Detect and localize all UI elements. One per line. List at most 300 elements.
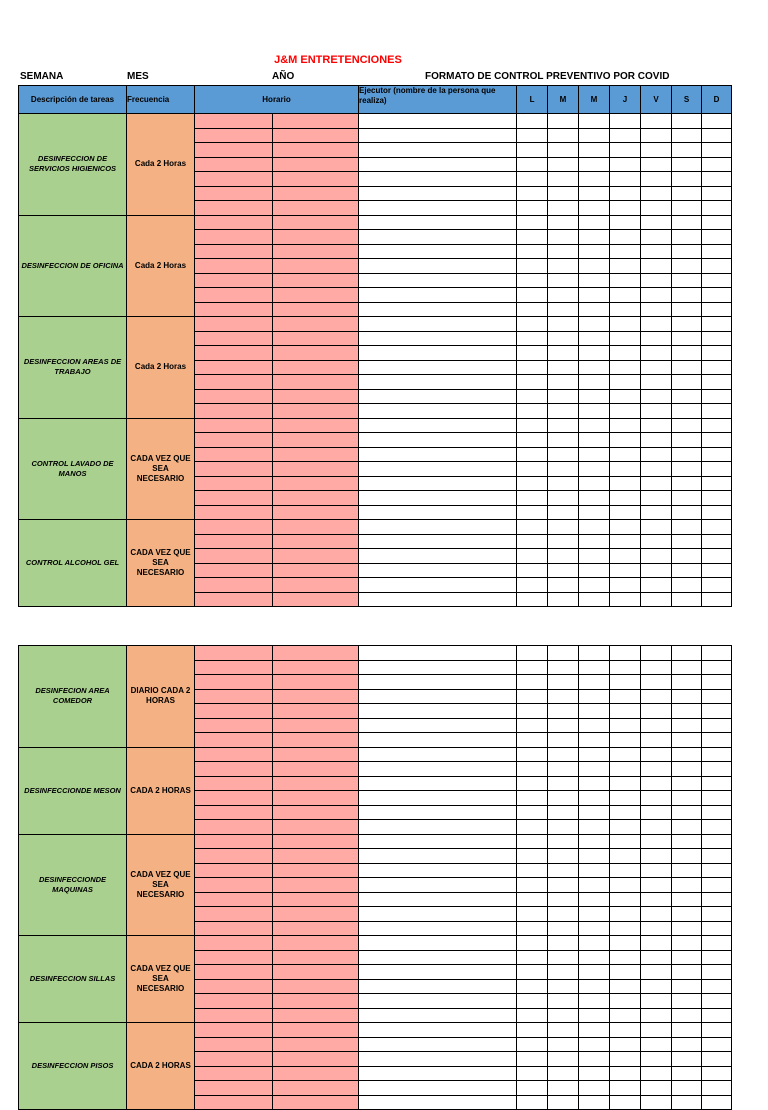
day-check-cell[interactable]	[702, 849, 732, 864]
day-check-cell[interactable]	[610, 476, 641, 491]
horario-cell[interactable]	[195, 892, 273, 907]
ejecutor-cell[interactable]	[359, 389, 517, 404]
day-check-cell[interactable]	[641, 718, 672, 733]
horario-cell[interactable]	[195, 215, 273, 230]
day-check-cell[interactable]	[579, 863, 610, 878]
day-check-cell[interactable]	[641, 244, 672, 259]
day-check-cell[interactable]	[672, 1023, 702, 1038]
horario-cell[interactable]	[273, 244, 359, 259]
ejecutor-cell[interactable]	[359, 733, 517, 748]
day-check-cell[interactable]	[702, 215, 732, 230]
day-check-cell[interactable]	[548, 143, 579, 158]
day-check-cell[interactable]	[517, 563, 548, 578]
day-check-cell[interactable]	[517, 215, 548, 230]
day-check-cell[interactable]	[579, 820, 610, 835]
day-check-cell[interactable]	[672, 718, 702, 733]
day-check-cell[interactable]	[672, 563, 702, 578]
ejecutor-cell[interactable]	[359, 1095, 517, 1110]
day-check-cell[interactable]	[672, 244, 702, 259]
horario-cell[interactable]	[195, 921, 273, 936]
day-check-cell[interactable]	[579, 762, 610, 777]
day-check-cell[interactable]	[548, 404, 579, 419]
ejecutor-cell[interactable]	[359, 447, 517, 462]
ejecutor-cell[interactable]	[359, 462, 517, 477]
ejecutor-cell[interactable]	[359, 660, 517, 675]
horario-cell[interactable]	[195, 534, 273, 549]
day-check-cell[interactable]	[548, 215, 579, 230]
ejecutor-cell[interactable]	[359, 689, 517, 704]
day-check-cell[interactable]	[672, 201, 702, 216]
day-check-cell[interactable]	[579, 346, 610, 361]
day-check-cell[interactable]	[641, 689, 672, 704]
day-check-cell[interactable]	[702, 834, 732, 849]
horario-cell[interactable]	[273, 128, 359, 143]
day-check-cell[interactable]	[548, 834, 579, 849]
day-check-cell[interactable]	[548, 689, 579, 704]
day-check-cell[interactable]	[610, 994, 641, 1009]
day-check-cell[interactable]	[579, 360, 610, 375]
day-check-cell[interactable]	[672, 762, 702, 777]
day-check-cell[interactable]	[579, 143, 610, 158]
day-check-cell[interactable]	[548, 520, 579, 535]
day-check-cell[interactable]	[641, 404, 672, 419]
day-check-cell[interactable]	[579, 936, 610, 951]
day-check-cell[interactable]	[517, 704, 548, 719]
day-check-cell[interactable]	[672, 346, 702, 361]
day-check-cell[interactable]	[517, 447, 548, 462]
horario-cell[interactable]	[195, 230, 273, 245]
horario-cell[interactable]	[195, 331, 273, 346]
day-check-cell[interactable]	[610, 128, 641, 143]
day-check-cell[interactable]	[702, 950, 732, 965]
day-check-cell[interactable]	[548, 346, 579, 361]
day-check-cell[interactable]	[517, 375, 548, 390]
ejecutor-cell[interactable]	[359, 128, 517, 143]
horario-cell[interactable]	[273, 172, 359, 187]
day-check-cell[interactable]	[548, 1052, 579, 1067]
day-check-cell[interactable]	[517, 1052, 548, 1067]
day-check-cell[interactable]	[672, 1066, 702, 1081]
day-check-cell[interactable]	[548, 646, 579, 661]
day-check-cell[interactable]	[517, 505, 548, 520]
horario-cell[interactable]	[195, 704, 273, 719]
day-check-cell[interactable]	[672, 462, 702, 477]
day-check-cell[interactable]	[641, 201, 672, 216]
day-check-cell[interactable]	[517, 1095, 548, 1110]
day-check-cell[interactable]	[579, 733, 610, 748]
day-check-cell[interactable]	[641, 1095, 672, 1110]
horario-cell[interactable]	[195, 646, 273, 661]
day-check-cell[interactable]	[641, 360, 672, 375]
day-check-cell[interactable]	[548, 476, 579, 491]
day-check-cell[interactable]	[579, 273, 610, 288]
day-check-cell[interactable]	[548, 1037, 579, 1052]
horario-cell[interactable]	[273, 404, 359, 419]
day-check-cell[interactable]	[579, 994, 610, 1009]
day-check-cell[interactable]	[548, 907, 579, 922]
day-check-cell[interactable]	[548, 592, 579, 607]
ejecutor-cell[interactable]	[359, 534, 517, 549]
day-check-cell[interactable]	[610, 288, 641, 303]
day-check-cell[interactable]	[517, 849, 548, 864]
day-check-cell[interactable]	[641, 259, 672, 274]
day-check-cell[interactable]	[610, 186, 641, 201]
day-check-cell[interactable]	[702, 346, 732, 361]
horario-cell[interactable]	[273, 849, 359, 864]
ejecutor-cell[interactable]	[359, 776, 517, 791]
ejecutor-cell[interactable]	[359, 1037, 517, 1052]
ejecutor-cell[interactable]	[359, 215, 517, 230]
day-check-cell[interactable]	[610, 1008, 641, 1023]
horario-cell[interactable]	[195, 733, 273, 748]
horario-cell[interactable]	[273, 549, 359, 564]
horario-cell[interactable]	[195, 907, 273, 922]
day-check-cell[interactable]	[641, 230, 672, 245]
day-check-cell[interactable]	[702, 791, 732, 806]
day-check-cell[interactable]	[610, 172, 641, 187]
horario-cell[interactable]	[273, 1052, 359, 1067]
horario-cell[interactable]	[273, 447, 359, 462]
horario-cell[interactable]	[273, 186, 359, 201]
day-check-cell[interactable]	[517, 1023, 548, 1038]
day-check-cell[interactable]	[610, 1023, 641, 1038]
day-check-cell[interactable]	[641, 143, 672, 158]
horario-cell[interactable]	[195, 433, 273, 448]
day-check-cell[interactable]	[610, 201, 641, 216]
day-check-cell[interactable]	[548, 375, 579, 390]
day-check-cell[interactable]	[517, 273, 548, 288]
day-check-cell[interactable]	[517, 186, 548, 201]
day-check-cell[interactable]	[702, 892, 732, 907]
day-check-cell[interactable]	[641, 805, 672, 820]
horario-cell[interactable]	[195, 689, 273, 704]
day-check-cell[interactable]	[517, 718, 548, 733]
horario-cell[interactable]	[195, 244, 273, 259]
ejecutor-cell[interactable]	[359, 1066, 517, 1081]
day-check-cell[interactable]	[641, 1008, 672, 1023]
day-check-cell[interactable]	[641, 950, 672, 965]
day-check-cell[interactable]	[579, 172, 610, 187]
ejecutor-cell[interactable]	[359, 1052, 517, 1067]
day-check-cell[interactable]	[579, 505, 610, 520]
horario-cell[interactable]	[273, 1066, 359, 1081]
day-check-cell[interactable]	[548, 965, 579, 980]
day-check-cell[interactable]	[517, 1081, 548, 1096]
ejecutor-cell[interactable]	[359, 259, 517, 274]
day-check-cell[interactable]	[702, 143, 732, 158]
day-check-cell[interactable]	[672, 834, 702, 849]
day-check-cell[interactable]	[641, 447, 672, 462]
day-check-cell[interactable]	[548, 491, 579, 506]
ejecutor-cell[interactable]	[359, 505, 517, 520]
day-check-cell[interactable]	[517, 389, 548, 404]
day-check-cell[interactable]	[517, 675, 548, 690]
day-check-cell[interactable]	[548, 128, 579, 143]
horario-cell[interactable]	[195, 1066, 273, 1081]
day-check-cell[interactable]	[579, 878, 610, 893]
day-check-cell[interactable]	[672, 921, 702, 936]
day-check-cell[interactable]	[702, 360, 732, 375]
horario-cell[interactable]	[195, 491, 273, 506]
day-check-cell[interactable]	[579, 1008, 610, 1023]
ejecutor-cell[interactable]	[359, 747, 517, 762]
day-check-cell[interactable]	[702, 447, 732, 462]
day-check-cell[interactable]	[702, 704, 732, 719]
day-check-cell[interactable]	[672, 965, 702, 980]
day-check-cell[interactable]	[672, 1052, 702, 1067]
day-check-cell[interactable]	[702, 762, 732, 777]
day-check-cell[interactable]	[610, 317, 641, 332]
day-check-cell[interactable]	[641, 462, 672, 477]
day-check-cell[interactable]	[641, 791, 672, 806]
day-check-cell[interactable]	[672, 578, 702, 593]
day-check-cell[interactable]	[548, 762, 579, 777]
day-check-cell[interactable]	[579, 288, 610, 303]
horario-cell[interactable]	[273, 592, 359, 607]
day-check-cell[interactable]	[641, 215, 672, 230]
day-check-cell[interactable]	[672, 747, 702, 762]
horario-cell[interactable]	[273, 689, 359, 704]
horario-cell[interactable]	[273, 733, 359, 748]
day-check-cell[interactable]	[579, 259, 610, 274]
horario-cell[interactable]	[273, 718, 359, 733]
day-check-cell[interactable]	[641, 675, 672, 690]
day-check-cell[interactable]	[517, 1066, 548, 1081]
day-check-cell[interactable]	[702, 273, 732, 288]
horario-cell[interactable]	[195, 936, 273, 951]
horario-cell[interactable]	[273, 994, 359, 1009]
horario-cell[interactable]	[273, 563, 359, 578]
horario-cell[interactable]	[273, 791, 359, 806]
day-check-cell[interactable]	[702, 128, 732, 143]
day-check-cell[interactable]	[641, 375, 672, 390]
horario-cell[interactable]	[195, 994, 273, 1009]
day-check-cell[interactable]	[517, 360, 548, 375]
horario-cell[interactable]	[273, 965, 359, 980]
day-check-cell[interactable]	[517, 965, 548, 980]
horario-cell[interactable]	[195, 520, 273, 535]
day-check-cell[interactable]	[641, 921, 672, 936]
horario-cell[interactable]	[273, 259, 359, 274]
ejecutor-cell[interactable]	[359, 331, 517, 346]
day-check-cell[interactable]	[672, 447, 702, 462]
horario-cell[interactable]	[273, 476, 359, 491]
ejecutor-cell[interactable]	[359, 360, 517, 375]
day-check-cell[interactable]	[548, 201, 579, 216]
day-check-cell[interactable]	[548, 230, 579, 245]
day-check-cell[interactable]	[610, 733, 641, 748]
day-check-cell[interactable]	[610, 791, 641, 806]
day-check-cell[interactable]	[548, 244, 579, 259]
day-check-cell[interactable]	[610, 936, 641, 951]
day-check-cell[interactable]	[548, 172, 579, 187]
day-check-cell[interactable]	[579, 1023, 610, 1038]
day-check-cell[interactable]	[579, 1081, 610, 1096]
day-check-cell[interactable]	[579, 389, 610, 404]
day-check-cell[interactable]	[672, 404, 702, 419]
day-check-cell[interactable]	[672, 317, 702, 332]
day-check-cell[interactable]	[610, 776, 641, 791]
horario-cell[interactable]	[273, 776, 359, 791]
day-check-cell[interactable]	[702, 201, 732, 216]
horario-cell[interactable]	[273, 273, 359, 288]
day-check-cell[interactable]	[641, 1081, 672, 1096]
day-check-cell[interactable]	[702, 375, 732, 390]
horario-cell[interactable]	[273, 660, 359, 675]
day-check-cell[interactable]	[548, 273, 579, 288]
horario-cell[interactable]	[195, 302, 273, 317]
day-check-cell[interactable]	[610, 114, 641, 129]
horario-cell[interactable]	[273, 747, 359, 762]
day-check-cell[interactable]	[548, 892, 579, 907]
ejecutor-cell[interactable]	[359, 302, 517, 317]
day-check-cell[interactable]	[702, 288, 732, 303]
day-check-cell[interactable]	[641, 907, 672, 922]
day-check-cell[interactable]	[579, 563, 610, 578]
day-check-cell[interactable]	[610, 704, 641, 719]
day-check-cell[interactable]	[641, 965, 672, 980]
day-check-cell[interactable]	[579, 375, 610, 390]
day-check-cell[interactable]	[579, 157, 610, 172]
day-check-cell[interactable]	[672, 549, 702, 564]
horario-cell[interactable]	[273, 892, 359, 907]
horario-cell[interactable]	[273, 331, 359, 346]
day-check-cell[interactable]	[579, 592, 610, 607]
horario-cell[interactable]	[195, 157, 273, 172]
day-check-cell[interactable]	[702, 157, 732, 172]
day-check-cell[interactable]	[579, 404, 610, 419]
ejecutor-cell[interactable]	[359, 675, 517, 690]
ejecutor-cell[interactable]	[359, 718, 517, 733]
horario-cell[interactable]	[273, 462, 359, 477]
day-check-cell[interactable]	[610, 534, 641, 549]
day-check-cell[interactable]	[610, 675, 641, 690]
day-check-cell[interactable]	[702, 317, 732, 332]
day-check-cell[interactable]	[641, 418, 672, 433]
ejecutor-cell[interactable]	[359, 172, 517, 187]
ejecutor-cell[interactable]	[359, 114, 517, 129]
horario-cell[interactable]	[195, 505, 273, 520]
horario-cell[interactable]	[195, 820, 273, 835]
day-check-cell[interactable]	[548, 114, 579, 129]
day-check-cell[interactable]	[672, 863, 702, 878]
day-check-cell[interactable]	[702, 1008, 732, 1023]
day-check-cell[interactable]	[610, 1037, 641, 1052]
horario-cell[interactable]	[273, 646, 359, 661]
horario-cell[interactable]	[195, 143, 273, 158]
day-check-cell[interactable]	[548, 1023, 579, 1038]
day-check-cell[interactable]	[672, 491, 702, 506]
day-check-cell[interactable]	[672, 172, 702, 187]
day-check-cell[interactable]	[672, 907, 702, 922]
day-check-cell[interactable]	[610, 979, 641, 994]
day-check-cell[interactable]	[641, 578, 672, 593]
day-check-cell[interactable]	[672, 950, 702, 965]
day-check-cell[interactable]	[702, 505, 732, 520]
day-check-cell[interactable]	[641, 172, 672, 187]
horario-cell[interactable]	[273, 230, 359, 245]
day-check-cell[interactable]	[672, 157, 702, 172]
horario-cell[interactable]	[273, 375, 359, 390]
horario-cell[interactable]	[195, 389, 273, 404]
day-check-cell[interactable]	[579, 549, 610, 564]
day-check-cell[interactable]	[517, 907, 548, 922]
ejecutor-cell[interactable]	[359, 907, 517, 922]
day-check-cell[interactable]	[548, 288, 579, 303]
horario-cell[interactable]	[273, 346, 359, 361]
day-check-cell[interactable]	[641, 491, 672, 506]
day-check-cell[interactable]	[548, 563, 579, 578]
ejecutor-cell[interactable]	[359, 404, 517, 419]
ejecutor-cell[interactable]	[359, 863, 517, 878]
day-check-cell[interactable]	[702, 549, 732, 564]
ejecutor-cell[interactable]	[359, 936, 517, 951]
ejecutor-cell[interactable]	[359, 592, 517, 607]
horario-cell[interactable]	[195, 834, 273, 849]
day-check-cell[interactable]	[610, 834, 641, 849]
day-check-cell[interactable]	[672, 375, 702, 390]
day-check-cell[interactable]	[610, 718, 641, 733]
day-check-cell[interactable]	[641, 892, 672, 907]
horario-cell[interactable]	[273, 520, 359, 535]
day-check-cell[interactable]	[579, 1095, 610, 1110]
day-check-cell[interactable]	[610, 360, 641, 375]
horario-cell[interactable]	[195, 950, 273, 965]
day-check-cell[interactable]	[641, 346, 672, 361]
day-check-cell[interactable]	[702, 186, 732, 201]
horario-cell[interactable]	[195, 404, 273, 419]
day-check-cell[interactable]	[548, 718, 579, 733]
ejecutor-cell[interactable]	[359, 1023, 517, 1038]
day-check-cell[interactable]	[548, 936, 579, 951]
ejecutor-cell[interactable]	[359, 704, 517, 719]
horario-cell[interactable]	[195, 317, 273, 332]
day-check-cell[interactable]	[672, 936, 702, 951]
day-check-cell[interactable]	[610, 1052, 641, 1067]
day-check-cell[interactable]	[702, 433, 732, 448]
day-check-cell[interactable]	[610, 1081, 641, 1096]
day-check-cell[interactable]	[548, 462, 579, 477]
day-check-cell[interactable]	[517, 791, 548, 806]
day-check-cell[interactable]	[610, 244, 641, 259]
day-check-cell[interactable]	[610, 215, 641, 230]
day-check-cell[interactable]	[641, 186, 672, 201]
day-check-cell[interactable]	[610, 1066, 641, 1081]
day-check-cell[interactable]	[579, 979, 610, 994]
day-check-cell[interactable]	[579, 675, 610, 690]
day-check-cell[interactable]	[517, 520, 548, 535]
day-check-cell[interactable]	[579, 805, 610, 820]
day-check-cell[interactable]	[702, 675, 732, 690]
horario-cell[interactable]	[273, 505, 359, 520]
horario-cell[interactable]	[195, 776, 273, 791]
day-check-cell[interactable]	[610, 433, 641, 448]
day-check-cell[interactable]	[517, 646, 548, 661]
day-check-cell[interactable]	[548, 863, 579, 878]
day-check-cell[interactable]	[610, 820, 641, 835]
day-check-cell[interactable]	[579, 476, 610, 491]
day-check-cell[interactable]	[548, 534, 579, 549]
horario-cell[interactable]	[195, 360, 273, 375]
day-check-cell[interactable]	[641, 878, 672, 893]
day-check-cell[interactable]	[702, 230, 732, 245]
day-check-cell[interactable]	[610, 389, 641, 404]
day-check-cell[interactable]	[702, 747, 732, 762]
day-check-cell[interactable]	[579, 447, 610, 462]
ejecutor-cell[interactable]	[359, 994, 517, 1009]
horario-cell[interactable]	[273, 834, 359, 849]
day-check-cell[interactable]	[517, 762, 548, 777]
